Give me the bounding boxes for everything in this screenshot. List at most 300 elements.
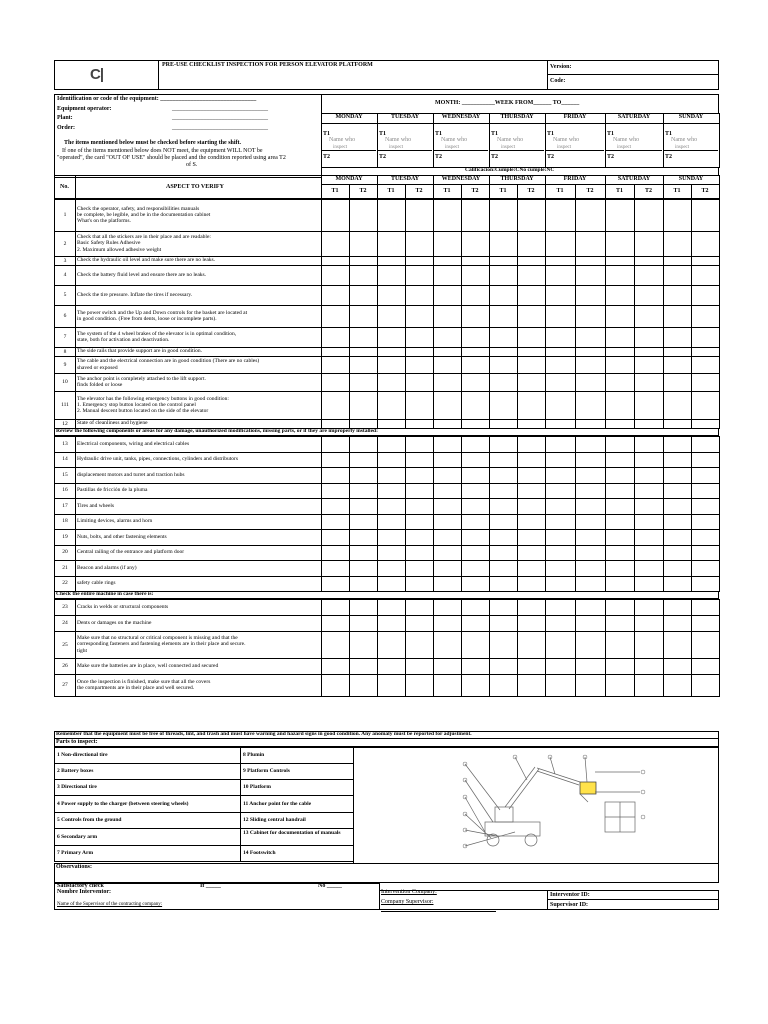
check-box[interactable] xyxy=(405,545,434,562)
check-box[interactable] xyxy=(663,231,692,257)
check-box[interactable] xyxy=(321,231,350,257)
check-box[interactable] xyxy=(663,631,692,659)
check-box[interactable] xyxy=(405,391,434,420)
name-field[interactable] xyxy=(664,150,718,151)
check-box[interactable] xyxy=(545,631,576,659)
check-box[interactable] xyxy=(349,231,378,257)
check-box[interactable] xyxy=(517,498,546,515)
check-box[interactable] xyxy=(634,231,664,257)
check-box[interactable] xyxy=(634,305,664,328)
check-box[interactable] xyxy=(663,545,692,562)
check-box[interactable] xyxy=(605,674,635,697)
check-box[interactable] xyxy=(405,199,434,232)
check-box[interactable] xyxy=(461,498,490,515)
check-box[interactable] xyxy=(634,467,664,484)
check-box[interactable] xyxy=(321,356,350,374)
check-box[interactable] xyxy=(605,631,635,659)
check-box[interactable] xyxy=(575,615,606,632)
check-box[interactable] xyxy=(321,265,350,286)
check-box[interactable] xyxy=(349,305,378,328)
check-box[interactable] xyxy=(545,231,576,257)
check-box[interactable] xyxy=(691,615,720,632)
check-box[interactable] xyxy=(349,674,378,697)
check-box[interactable] xyxy=(634,498,664,515)
operator-line[interactable]: ________________________________ xyxy=(172,106,268,112)
check-box[interactable] xyxy=(489,658,518,675)
check-box[interactable] xyxy=(663,285,692,306)
check-box[interactable] xyxy=(517,658,546,675)
name-field[interactable] xyxy=(546,150,604,151)
check-box[interactable] xyxy=(433,452,462,469)
check-box[interactable] xyxy=(691,436,720,453)
check-box[interactable] xyxy=(691,576,720,593)
check-box[interactable] xyxy=(349,631,378,659)
check-box[interactable] xyxy=(377,615,406,632)
check-box[interactable] xyxy=(663,560,692,577)
check-box[interactable] xyxy=(634,327,664,348)
check-box[interactable] xyxy=(321,467,350,484)
check-box[interactable] xyxy=(634,576,664,593)
check-box[interactable] xyxy=(489,599,518,616)
check-box[interactable] xyxy=(377,599,406,616)
check-box[interactable] xyxy=(634,436,664,453)
check-box[interactable] xyxy=(377,373,406,392)
check-box[interactable] xyxy=(321,576,350,593)
check-box[interactable] xyxy=(605,467,635,484)
plant-line[interactable]: ________________________________ xyxy=(172,115,268,121)
name-field[interactable] xyxy=(490,150,544,151)
check-box[interactable] xyxy=(517,615,546,632)
check-box[interactable] xyxy=(517,631,546,659)
check-box[interactable] xyxy=(349,576,378,593)
check-box[interactable] xyxy=(349,452,378,469)
check-box[interactable] xyxy=(545,391,576,420)
check-box[interactable] xyxy=(321,327,350,348)
check-box[interactable] xyxy=(545,467,576,484)
check-box[interactable] xyxy=(545,615,576,632)
check-box[interactable] xyxy=(377,545,406,562)
check-box[interactable] xyxy=(349,498,378,515)
check-box[interactable] xyxy=(433,391,462,420)
check-box[interactable] xyxy=(545,545,576,562)
name-field[interactable] xyxy=(434,150,488,151)
check-box[interactable] xyxy=(489,514,518,531)
check-box[interactable] xyxy=(517,436,546,453)
check-box[interactable] xyxy=(634,373,664,392)
check-box[interactable] xyxy=(691,305,720,328)
check-box[interactable] xyxy=(321,674,350,697)
check-box[interactable] xyxy=(377,467,406,484)
check-box[interactable] xyxy=(349,356,378,374)
check-box[interactable] xyxy=(433,483,462,500)
check-box[interactable] xyxy=(489,674,518,697)
check-box[interactable] xyxy=(605,436,635,453)
check-box[interactable] xyxy=(461,199,490,232)
check-box[interactable] xyxy=(377,327,406,348)
check-box[interactable] xyxy=(605,356,635,374)
check-box[interactable] xyxy=(634,391,664,420)
check-box[interactable] xyxy=(663,599,692,616)
check-box[interactable] xyxy=(575,560,606,577)
check-box[interactable] xyxy=(377,305,406,328)
check-box[interactable] xyxy=(377,199,406,232)
check-box[interactable] xyxy=(461,373,490,392)
check-box[interactable] xyxy=(489,631,518,659)
check-box[interactable] xyxy=(321,285,350,306)
check-box[interactable] xyxy=(691,231,720,257)
check-box[interactable] xyxy=(663,327,692,348)
check-box[interactable] xyxy=(575,467,606,484)
check-box[interactable] xyxy=(349,327,378,348)
check-box[interactable] xyxy=(349,436,378,453)
check-box[interactable] xyxy=(489,436,518,453)
check-box[interactable] xyxy=(489,391,518,420)
check-box[interactable] xyxy=(663,436,692,453)
check-box[interactable] xyxy=(377,576,406,593)
check-box[interactable] xyxy=(634,615,664,632)
check-box[interactable] xyxy=(663,576,692,593)
if-option[interactable]: If _____ xyxy=(200,883,221,889)
check-box[interactable] xyxy=(405,452,434,469)
check-box[interactable] xyxy=(321,599,350,616)
check-box[interactable] xyxy=(489,265,518,286)
check-box[interactable] xyxy=(634,356,664,374)
check-box[interactable] xyxy=(517,356,546,374)
check-box[interactable] xyxy=(575,327,606,348)
check-box[interactable] xyxy=(461,560,490,577)
check-box[interactable] xyxy=(605,305,635,328)
check-box[interactable] xyxy=(575,599,606,616)
check-box[interactable] xyxy=(605,514,635,531)
check-box[interactable] xyxy=(545,452,576,469)
check-box[interactable] xyxy=(461,452,490,469)
check-box[interactable] xyxy=(575,373,606,392)
check-box[interactable] xyxy=(349,483,378,500)
check-box[interactable] xyxy=(321,436,350,453)
check-box[interactable] xyxy=(405,373,434,392)
check-box[interactable] xyxy=(377,265,406,286)
check-box[interactable] xyxy=(377,483,406,500)
check-box[interactable] xyxy=(663,452,692,469)
check-box[interactable] xyxy=(517,599,546,616)
check-box[interactable] xyxy=(691,529,720,546)
check-box[interactable] xyxy=(575,231,606,257)
check-box[interactable] xyxy=(575,658,606,675)
check-box[interactable] xyxy=(663,373,692,392)
check-box[interactable] xyxy=(634,599,664,616)
check-box[interactable] xyxy=(377,560,406,577)
check-box[interactable] xyxy=(605,560,635,577)
check-box[interactable] xyxy=(634,199,664,232)
check-box[interactable] xyxy=(349,545,378,562)
check-box[interactable] xyxy=(663,356,692,374)
check-box[interactable] xyxy=(433,514,462,531)
check-box[interactable] xyxy=(663,467,692,484)
check-box[interactable] xyxy=(489,498,518,515)
check-box[interactable] xyxy=(405,599,434,616)
check-box[interactable] xyxy=(663,658,692,675)
check-box[interactable] xyxy=(605,658,635,675)
check-box[interactable] xyxy=(691,327,720,348)
check-box[interactable] xyxy=(545,373,576,392)
check-box[interactable] xyxy=(605,599,635,616)
check-box[interactable] xyxy=(461,231,490,257)
check-box[interactable] xyxy=(691,265,720,286)
check-box[interactable] xyxy=(433,658,462,675)
check-box[interactable] xyxy=(634,658,664,675)
check-box[interactable] xyxy=(545,305,576,328)
check-box[interactable] xyxy=(405,436,434,453)
check-box[interactable] xyxy=(575,529,606,546)
check-box[interactable] xyxy=(517,529,546,546)
check-box[interactable] xyxy=(517,514,546,531)
check-box[interactable] xyxy=(461,576,490,593)
check-box[interactable] xyxy=(663,483,692,500)
check-box[interactable] xyxy=(321,514,350,531)
check-box[interactable] xyxy=(545,599,576,616)
check-box[interactable] xyxy=(545,576,576,593)
check-box[interactable] xyxy=(433,599,462,616)
check-box[interactable] xyxy=(461,356,490,374)
check-box[interactable] xyxy=(377,436,406,453)
check-box[interactable] xyxy=(489,615,518,632)
check-box[interactable] xyxy=(405,514,434,531)
check-box[interactable] xyxy=(605,452,635,469)
check-box[interactable] xyxy=(321,560,350,577)
check-box[interactable] xyxy=(405,560,434,577)
check-box[interactable] xyxy=(321,373,350,392)
check-box[interactable] xyxy=(545,560,576,577)
check-box[interactable] xyxy=(405,467,434,484)
check-box[interactable] xyxy=(433,615,462,632)
check-box[interactable] xyxy=(545,483,576,500)
check-box[interactable] xyxy=(433,674,462,697)
check-box[interactable] xyxy=(517,467,546,484)
check-box[interactable] xyxy=(405,529,434,546)
check-box[interactable] xyxy=(663,514,692,531)
check-box[interactable] xyxy=(405,285,434,306)
check-box[interactable] xyxy=(349,391,378,420)
check-box[interactable] xyxy=(691,599,720,616)
check-box[interactable] xyxy=(461,467,490,484)
check-box[interactable] xyxy=(517,285,546,306)
check-box[interactable] xyxy=(545,436,576,453)
check-box[interactable] xyxy=(517,231,546,257)
check-box[interactable] xyxy=(663,674,692,697)
check-box[interactable] xyxy=(349,285,378,306)
check-box[interactable] xyxy=(377,658,406,675)
check-box[interactable] xyxy=(545,356,576,374)
check-box[interactable] xyxy=(517,373,546,392)
check-box[interactable] xyxy=(663,615,692,632)
check-box[interactable] xyxy=(575,576,606,593)
check-box[interactable] xyxy=(605,498,635,515)
check-box[interactable] xyxy=(349,199,378,232)
check-box[interactable] xyxy=(433,576,462,593)
check-box[interactable] xyxy=(605,576,635,593)
check-box[interactable] xyxy=(349,373,378,392)
check-box[interactable] xyxy=(517,327,546,348)
check-box[interactable] xyxy=(433,560,462,577)
check-box[interactable] xyxy=(377,674,406,697)
check-box[interactable] xyxy=(405,576,434,593)
check-box[interactable] xyxy=(405,231,434,257)
check-box[interactable] xyxy=(545,327,576,348)
check-box[interactable] xyxy=(517,452,546,469)
check-box[interactable] xyxy=(433,529,462,546)
check-box[interactable] xyxy=(575,199,606,232)
check-box[interactable] xyxy=(405,615,434,632)
check-box[interactable] xyxy=(405,483,434,500)
check-box[interactable] xyxy=(349,467,378,484)
check-box[interactable] xyxy=(691,560,720,577)
check-box[interactable] xyxy=(545,529,576,546)
check-box[interactable] xyxy=(489,467,518,484)
check-box[interactable] xyxy=(691,631,720,659)
check-box[interactable] xyxy=(321,305,350,328)
check-box[interactable] xyxy=(575,631,606,659)
check-box[interactable] xyxy=(349,658,378,675)
check-box[interactable] xyxy=(489,560,518,577)
check-box[interactable] xyxy=(461,285,490,306)
check-box[interactable] xyxy=(575,452,606,469)
check-box[interactable] xyxy=(405,356,434,374)
check-box[interactable] xyxy=(433,265,462,286)
check-box[interactable] xyxy=(489,305,518,328)
check-box[interactable] xyxy=(634,560,664,577)
check-box[interactable] xyxy=(663,199,692,232)
check-box[interactable] xyxy=(691,285,720,306)
check-box[interactable] xyxy=(575,265,606,286)
check-box[interactable] xyxy=(605,231,635,257)
check-box[interactable] xyxy=(605,545,635,562)
check-box[interactable] xyxy=(605,327,635,348)
check-box[interactable] xyxy=(575,483,606,500)
check-box[interactable] xyxy=(377,285,406,306)
check-box[interactable] xyxy=(545,498,576,515)
check-box[interactable] xyxy=(349,529,378,546)
check-box[interactable] xyxy=(634,529,664,546)
name-field[interactable] xyxy=(378,150,432,151)
check-box[interactable] xyxy=(489,327,518,348)
check-box[interactable] xyxy=(489,576,518,593)
check-box[interactable] xyxy=(691,658,720,675)
check-box[interactable] xyxy=(634,265,664,286)
check-box[interactable] xyxy=(349,599,378,616)
check-box[interactable] xyxy=(545,199,576,232)
check-box[interactable] xyxy=(545,658,576,675)
no-option[interactable]: No _____ xyxy=(318,883,342,889)
check-box[interactable] xyxy=(321,545,350,562)
check-box[interactable] xyxy=(605,529,635,546)
check-box[interactable] xyxy=(461,327,490,348)
check-box[interactable] xyxy=(377,452,406,469)
check-box[interactable] xyxy=(691,391,720,420)
check-box[interactable] xyxy=(321,631,350,659)
check-box[interactable] xyxy=(517,674,546,697)
check-box[interactable] xyxy=(461,658,490,675)
check-box[interactable] xyxy=(691,545,720,562)
check-box[interactable] xyxy=(605,391,635,420)
check-box[interactable] xyxy=(605,265,635,286)
check-box[interactable] xyxy=(634,514,664,531)
check-box[interactable] xyxy=(377,529,406,546)
check-box[interactable] xyxy=(517,545,546,562)
check-box[interactable] xyxy=(433,231,462,257)
check-box[interactable] xyxy=(405,631,434,659)
check-box[interactable] xyxy=(663,391,692,420)
check-box[interactable] xyxy=(575,545,606,562)
check-box[interactable] xyxy=(489,483,518,500)
check-box[interactable] xyxy=(405,305,434,328)
check-box[interactable] xyxy=(321,498,350,515)
check-box[interactable] xyxy=(691,498,720,515)
check-box[interactable] xyxy=(634,674,664,697)
check-box[interactable] xyxy=(461,599,490,616)
check-box[interactable] xyxy=(605,285,635,306)
check-box[interactable] xyxy=(433,327,462,348)
check-box[interactable] xyxy=(433,631,462,659)
check-box[interactable] xyxy=(461,305,490,328)
check-box[interactable] xyxy=(663,498,692,515)
check-box[interactable] xyxy=(575,498,606,515)
check-box[interactable] xyxy=(634,631,664,659)
check-box[interactable] xyxy=(545,514,576,531)
order-line[interactable]: ________________________________ xyxy=(172,125,268,131)
check-box[interactable] xyxy=(321,529,350,546)
check-box[interactable] xyxy=(377,498,406,515)
check-box[interactable] xyxy=(575,356,606,374)
check-box[interactable] xyxy=(605,483,635,500)
check-box[interactable] xyxy=(377,514,406,531)
check-box[interactable] xyxy=(433,356,462,374)
check-box[interactable] xyxy=(691,467,720,484)
check-box[interactable] xyxy=(461,483,490,500)
check-box[interactable] xyxy=(691,373,720,392)
check-box[interactable] xyxy=(489,529,518,546)
check-box[interactable] xyxy=(377,231,406,257)
check-box[interactable] xyxy=(489,373,518,392)
check-box[interactable] xyxy=(405,498,434,515)
check-box[interactable] xyxy=(489,356,518,374)
check-box[interactable] xyxy=(405,327,434,348)
check-box[interactable] xyxy=(321,658,350,675)
check-box[interactable] xyxy=(489,199,518,232)
check-box[interactable] xyxy=(605,373,635,392)
check-box[interactable] xyxy=(433,199,462,232)
check-box[interactable] xyxy=(461,631,490,659)
check-box[interactable] xyxy=(377,391,406,420)
check-box[interactable] xyxy=(461,436,490,453)
check-box[interactable] xyxy=(663,529,692,546)
check-box[interactable] xyxy=(377,356,406,374)
check-box[interactable] xyxy=(691,514,720,531)
check-box[interactable] xyxy=(405,658,434,675)
check-box[interactable] xyxy=(349,514,378,531)
name-field[interactable] xyxy=(322,150,376,151)
check-box[interactable] xyxy=(517,560,546,577)
check-box[interactable] xyxy=(691,356,720,374)
check-box[interactable] xyxy=(461,529,490,546)
check-box[interactable] xyxy=(634,545,664,562)
check-box[interactable] xyxy=(377,631,406,659)
check-box[interactable] xyxy=(517,391,546,420)
check-box[interactable] xyxy=(433,498,462,515)
check-box[interactable] xyxy=(489,231,518,257)
check-box[interactable] xyxy=(517,483,546,500)
check-box[interactable] xyxy=(545,285,576,306)
check-box[interactable] xyxy=(575,674,606,697)
